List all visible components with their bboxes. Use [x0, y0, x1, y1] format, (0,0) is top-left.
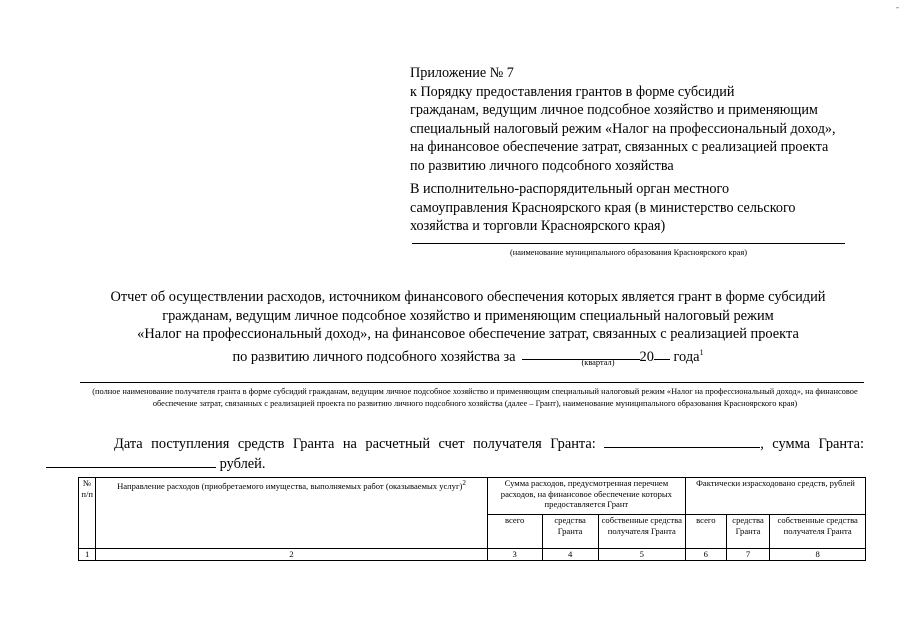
addressee-line: В исполнительно-распорядительный орган местного [410, 181, 730, 197]
addressee-caption: (наименование муниципального образования Красноярского края) [509, 248, 748, 257]
title-line: гражданам, ведущим личное подсобное хозяйство и применяющим специальный налоговый режим [162, 307, 774, 324]
recipient-fill-line[interactable] [80, 382, 864, 383]
column-number: 8 [770, 549, 866, 561]
addressee-line: самоуправления Красноярского края (в министерство сельского [410, 199, 796, 216]
title-line: «Налог на профессиональный доход», на финансовое обеспечение затрат, связанных с реализацией проекта [137, 326, 799, 342]
subheader-own: собственные средства получателя Гранта [598, 515, 685, 549]
appendix-line: Приложение № 7 [410, 65, 514, 81]
grant-sum-field[interactable] [46, 453, 216, 468]
header-direction: Направление расходов (приобретаемого имущества, выполняемых работ (оказываемых услуг)$^2$ [96, 478, 487, 549]
column-number: 2 [96, 549, 487, 561]
addressee-line: хозяйства и торговли Красноярского края) [410, 218, 666, 234]
grant-date-label: Дата поступления средств Гранта на расчетный счет получателя Гранта: [114, 436, 596, 452]
table-header-row [79, 478, 866, 515]
subheader-own-actual: собственные средства получателя Гранта [770, 515, 866, 549]
column-number: 1 [79, 549, 96, 561]
column-number: 4 [542, 549, 598, 561]
quarter-caption: (квартал) [581, 358, 615, 367]
grant-date-field[interactable] [604, 433, 760, 448]
appendix-line: специальный налоговый режим «Налог на профессиональный доход», [410, 120, 836, 137]
table-column-number-row [79, 549, 866, 561]
appendix-block [410, 64, 880, 175]
appendix-line: к Порядку предоставления грантов в форме субсидий [410, 83, 735, 100]
subheader-grant-actual: средства Гранта [726, 515, 770, 549]
column-number: 3 [487, 549, 542, 561]
header-number: № п/п [79, 478, 96, 549]
report-title [40, 288, 896, 366]
year-prefix: 20 [639, 348, 654, 365]
grant-sum-label: , сумма Гранта: [760, 436, 864, 452]
column-number: 5 [598, 549, 685, 561]
title-line: Отчет об осуществлении расходов, источником финансового обеспечения которых является грант в форме субсидий [110, 289, 826, 305]
rubles-label: рублей. [219, 456, 266, 472]
column-number: 6 [686, 549, 727, 561]
recipient-caption: (полное наименование получателя гранта в форме субсидий гражданам, ведущим личное подсобное хозяйство и применяющим специальный налоговый режим «Налог на профессиональный доход», на финансовое обеспечение затрат, связанных с реализацией проекта по развитию личного подсобного хозяйства (далее – Грант), наименование муниципального образования Красноярского края) [92, 387, 858, 408]
corner-mark: - [896, 2, 899, 12]
year-suffix: года [673, 348, 700, 365]
subheader-total-actual: всего [686, 515, 727, 549]
appendix-line: на финансовое обеспечение затрат, связанных с реализацией проекта [410, 139, 829, 155]
title-period-prefix: по развитию личного подсобного хозяйства за [232, 348, 516, 365]
grant-date-line [80, 433, 864, 473]
appendix-line: по развитию личного подсобного хозяйства [410, 157, 674, 174]
report-table [78, 477, 866, 561]
header-actual: Фактически израсходовано средств, рублей [686, 478, 866, 515]
subheader-grant: средства Гранта [542, 515, 598, 549]
year-field[interactable] [654, 345, 670, 360]
footnote-mark: 1 [699, 347, 704, 357]
subheader-total: всего [487, 515, 542, 549]
column-number: 7 [726, 549, 770, 561]
appendix-line: гражданам, ведущим личное подсобное хозяйство и применяющим [410, 102, 818, 118]
addressee-fill-line[interactable] [412, 243, 845, 244]
title-line-period [40, 344, 896, 366]
addressee-block [410, 180, 850, 236]
header-planned: Сумма расходов, предусмотренная перечнем расходов, на финансовое обеспечение которых предоставляется Грант [487, 478, 685, 515]
